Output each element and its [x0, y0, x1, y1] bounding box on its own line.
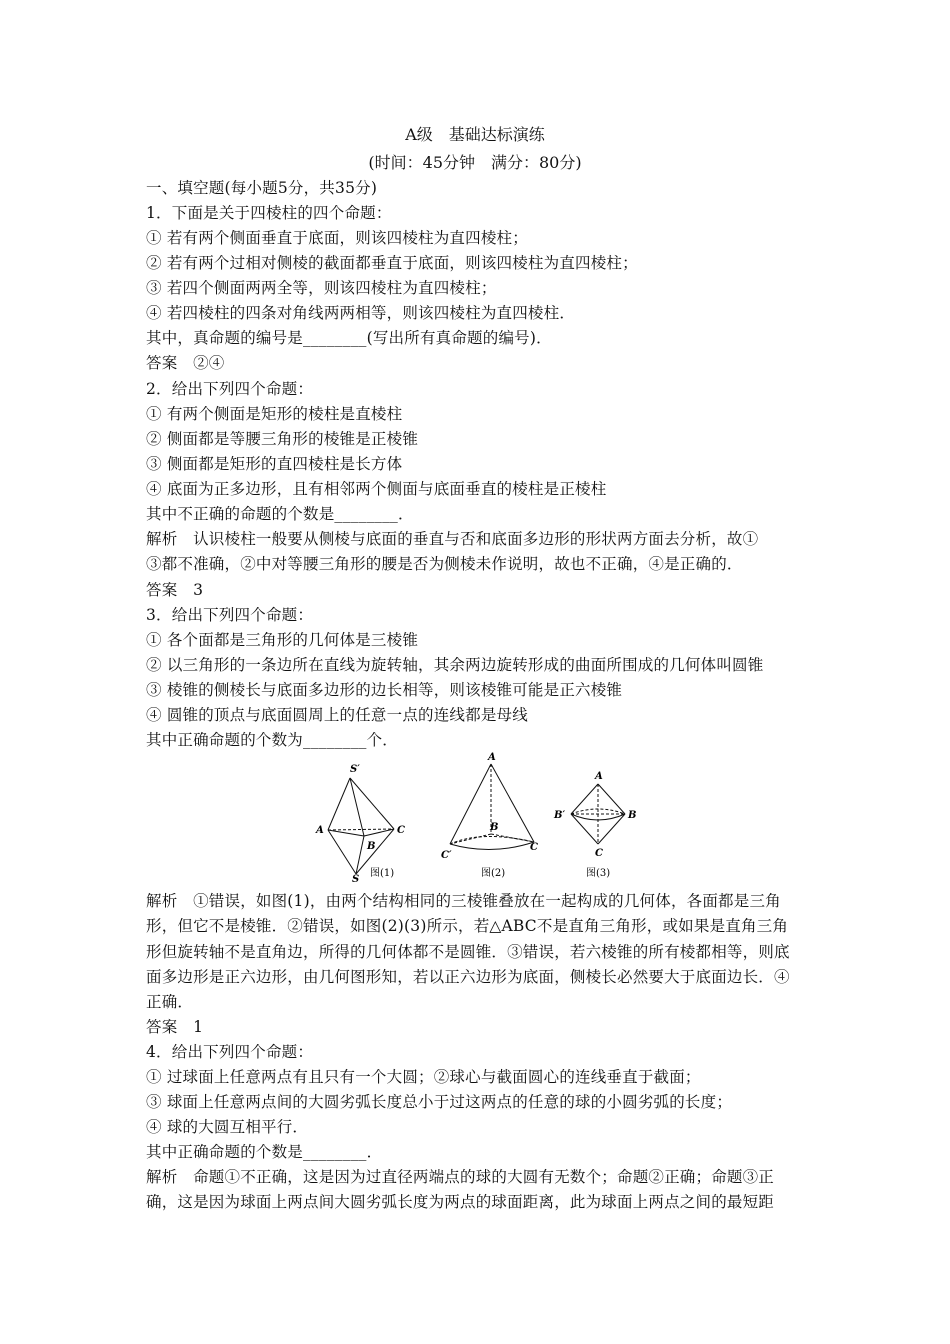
fig2-label-b: B — [490, 822, 499, 833]
analysis-line: 解析 命题①不正确，这是因为过直径两端点的球的大圆有无数个；命题②正确；命题③正 — [146, 1168, 775, 1186]
fig1-label-s-prime: S′ — [350, 764, 360, 775]
text-line: 一、填空题(每小题5分，共35分) — [146, 179, 378, 197]
text-line: ④ 底面为正多边形，且有相邻两个侧面与底面垂直的棱柱是正棱柱 — [146, 480, 607, 498]
analysis-line: ③都不准确，②中对等腰三角形的腰是否为侧棱未作说明，故也不正确，④是正确的． — [146, 555, 743, 573]
figure-2 — [450, 764, 534, 850]
answer-line: 答案 1 — [146, 1018, 204, 1036]
text-line: ④ 若四棱柱的四条对角线两两相等，则该四棱柱为直四棱柱． — [146, 304, 576, 322]
text-line: ④ 圆锥的顶点与底面圆周上的任意一点的连线都是母线 — [146, 706, 528, 724]
text-line: 其中正确命题的个数是________． — [146, 1143, 383, 1161]
answer-line: 答案 3 — [146, 581, 204, 599]
fig1-label-s: S — [352, 874, 360, 882]
fig2-caption: 图(2) — [481, 868, 506, 879]
fig2-label-c-prime: C′ — [441, 850, 452, 861]
fig3-label-a: A — [595, 771, 603, 782]
text-line: 4．给出下列四个命题： — [146, 1043, 314, 1061]
analysis-line: 面多边形是正六边形，由几何图形知，若以正六边形为底面，侧棱长必然要大于底面边长．④ — [146, 968, 790, 986]
text-line: 1．下面是关于四棱柱的四个命题： — [146, 204, 392, 222]
fig1-label-c: C — [397, 825, 405, 836]
fig1-caption: 图(1) — [370, 868, 395, 879]
answer-line: 答案 ②④ — [146, 354, 225, 372]
fig1-label-a: A — [316, 825, 324, 836]
text-line: 其中，真命题的编号是________(写出所有真命题的编号)． — [146, 329, 552, 347]
text-line: 3．给出下列四个命题： — [146, 606, 314, 624]
analysis-line: 形，但它不是棱锥．②错误，如图(2)(3)所示，若△ABC不是直角三角形，或如果是直角三角 — [146, 917, 789, 935]
fig1-label-b: B — [367, 841, 376, 852]
fig2-label-a: A — [488, 752, 496, 763]
analysis-line: 正确． — [146, 993, 194, 1011]
text-line: ③ 若四个侧面两两全等，则该四棱柱为直四棱柱； — [146, 279, 497, 297]
text-line: ② 侧面都是等腰三角形的棱锥是正棱锥 — [146, 430, 419, 448]
analysis-line: 解析 认识棱柱一般要从侧棱与底面的垂直与否和底面多边形的形状两方面去分析，故① — [146, 530, 759, 548]
text-line: ② 若有两个过相对侧棱的截面都垂直于底面，则该四棱柱为直四棱柱； — [146, 254, 638, 272]
fig3-label-b: B — [628, 810, 637, 821]
geometry-figures — [312, 752, 642, 882]
fig3-label-b-prime: B′ — [554, 810, 566, 821]
analysis-line: 解析 ①错误，如图(1)，由两个结构相同的三棱锥叠放在一起构成的几何体，各面都是三角 — [146, 892, 781, 910]
page-subtitle: (时间：45分钟 满分：80分) — [368, 153, 582, 172]
text-line: ③ 球面上任意两点间的大圆劣弧长度总小于过这两点的任意的球的小圆劣弧的长度； — [146, 1093, 733, 1111]
text-line: 其中正确命题的个数为________个． — [146, 731, 399, 749]
fig3-label-c: C — [595, 848, 603, 859]
figures-group — [312, 752, 642, 882]
figure-1 — [328, 778, 394, 874]
text-line: ① 有两个侧面是矩形的棱柱是直棱柱 — [146, 405, 403, 423]
fig2-label-c: C — [530, 842, 538, 853]
analysis-line: 形但旋转轴不是直角边，所得的几何体都不是圆锥．③错误，若六棱锥的所有棱都相等，则底 — [146, 943, 790, 961]
text-line: ① 若有两个侧面垂直于底面，则该四棱柱为直四棱柱； — [146, 229, 528, 247]
page-title: A级 基础达标演练 — [405, 125, 545, 144]
fig3-caption: 图(3) — [586, 868, 611, 879]
text-line: ① 各个面都是三角形的几何体是三棱锥 — [146, 631, 419, 649]
text-line: ④ 球的大圆互相平行． — [146, 1118, 309, 1136]
text-line: 2．给出下列四个命题： — [146, 380, 314, 398]
text-line: 其中不正确的命题的个数是________． — [146, 505, 414, 523]
text-line: ② 以三角形的一条边所在直线为旋转轴，其余两边旋转形成的曲面所围成的几何体叫圆锥 — [146, 656, 764, 674]
analysis-line: 确，这是因为球面上两点间大圆劣弧长度为两点的球面距离，此为球面上两点之间的最短距 — [146, 1193, 775, 1211]
text-line: ③ 棱锥的侧棱长与底面多边形的边长相等，则该棱锥可能是正六棱锥 — [146, 681, 623, 699]
text-line: ① 过球面上任意两点有且只有一个大圆；②球心与截面圆心的连线垂直于截面； — [146, 1068, 701, 1086]
figure-3 — [571, 784, 625, 844]
text-line: ③ 侧面都是矩形的直四棱柱是长方体 — [146, 455, 403, 473]
